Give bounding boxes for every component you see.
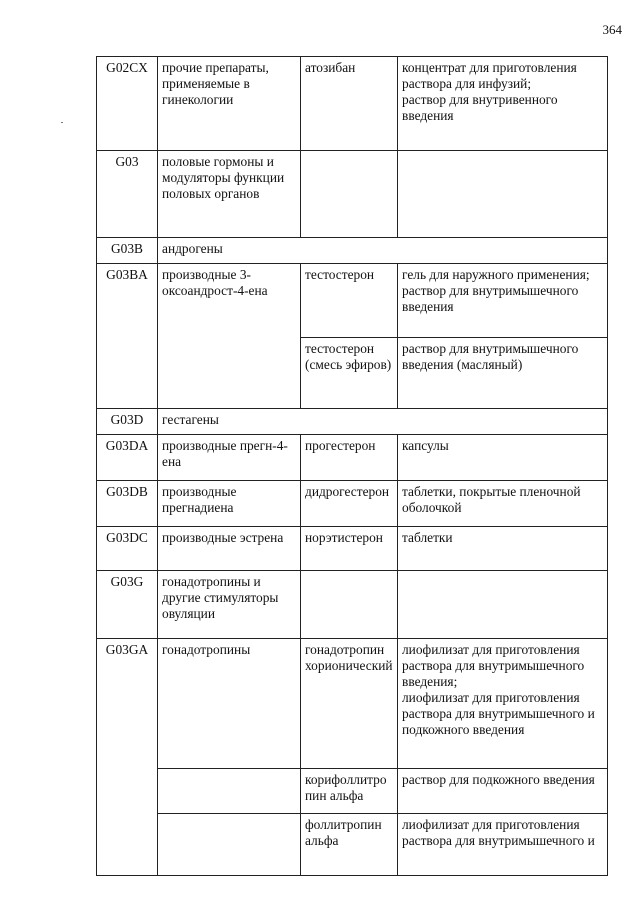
- dosage-form-cell: раствор для подкожного введения: [398, 769, 608, 814]
- atc-code-cell: G03G: [97, 571, 158, 639]
- group-name-cell: гестагены: [158, 409, 608, 435]
- dosage-form-cell: таблетки, покрытые пленочной оболочкой: [398, 481, 608, 527]
- dosage-form-cell: концентрат для приготовления раствора для инфузий; раствор для внутривенного введения: [398, 57, 608, 151]
- group-name-cell: производные прегн-4-ена: [158, 435, 301, 481]
- table-row: [97, 481, 608, 527]
- scan-speck: [61, 122, 63, 123]
- drug-name-cell: фоллитропин альфа: [301, 814, 398, 876]
- drug-name-cell: дидрогестерон: [301, 481, 398, 527]
- atc-code-cell: G03GA: [97, 639, 158, 876]
- table-row: [97, 639, 608, 769]
- drug-name-cell: тестостерон (смесь эфиров): [301, 338, 398, 409]
- group-name-cell: [158, 769, 301, 814]
- atc-code-cell: G03D: [97, 409, 158, 435]
- drug-name-cell: прогестерон: [301, 435, 398, 481]
- atc-code-cell: G03DB: [97, 481, 158, 527]
- dosage-form-cell: [398, 151, 608, 238]
- atc-code-cell: G02CX: [97, 57, 158, 151]
- dosage-form-cell: лиофилизат для приготовления раствора для внутримышечного и: [398, 814, 608, 876]
- table-row: [97, 409, 608, 435]
- table-row: [97, 238, 608, 264]
- group-name-cell: производные эстрена: [158, 527, 301, 571]
- drug-name-cell: [301, 151, 398, 238]
- atc-code-cell: G03B: [97, 238, 158, 264]
- dosage-form-cell: раствор для внутримышечного введения (масляный): [398, 338, 608, 409]
- atc-code-cell: G03BA: [97, 264, 158, 409]
- drug-name-cell: норэтистерон: [301, 527, 398, 571]
- group-name-cell: гонадотропины: [158, 639, 301, 769]
- table-row: [97, 435, 608, 481]
- group-name-cell: андрогены: [158, 238, 608, 264]
- group-name-cell: [158, 814, 301, 876]
- table-row: [97, 571, 608, 639]
- drug-name-cell: корифоллитропин альфа: [301, 769, 398, 814]
- drug-classification-table: [96, 56, 608, 876]
- table-row: [97, 769, 608, 814]
- table-row: [97, 527, 608, 571]
- dosage-form-cell: таблетки: [398, 527, 608, 571]
- drug-name-cell: тестостерон: [301, 264, 398, 338]
- dosage-form-cell: [398, 571, 608, 639]
- table-row: [97, 151, 608, 238]
- dosage-form-cell: гель для наружного применения; раствор для внутримышечного введения: [398, 264, 608, 338]
- page-number: 364: [602, 22, 622, 37]
- drug-name-cell: гонадотропин хорионический: [301, 639, 398, 769]
- drug-name-cell: атозибан: [301, 57, 398, 151]
- table-row: [97, 57, 608, 151]
- atc-code-cell: G03DC: [97, 527, 158, 571]
- atc-code-cell: G03: [97, 151, 158, 238]
- group-name-cell: производные 3-оксоандрост-4-ена: [158, 264, 301, 409]
- group-name-cell: производные прегнадиена: [158, 481, 301, 527]
- dosage-form-cell: лиофилизат для приготовления раствора для внутримышечного введения; лиофилизат для приготовления раствора для внутримышечного и подкожного введения: [398, 639, 608, 769]
- drug-name-cell: [301, 571, 398, 639]
- group-name-cell: половые гормоны и модуляторы функции половых органов: [158, 151, 301, 238]
- table-row: [97, 814, 608, 876]
- dosage-form-cell: капсулы: [398, 435, 608, 481]
- group-name-cell: прочие препараты, применяемые в гинекологии: [158, 57, 301, 151]
- table-row: [97, 264, 608, 338]
- group-name-cell: гонадотропины и другие стимуляторы овуляции: [158, 571, 301, 639]
- atc-code-cell: G03DA: [97, 435, 158, 481]
